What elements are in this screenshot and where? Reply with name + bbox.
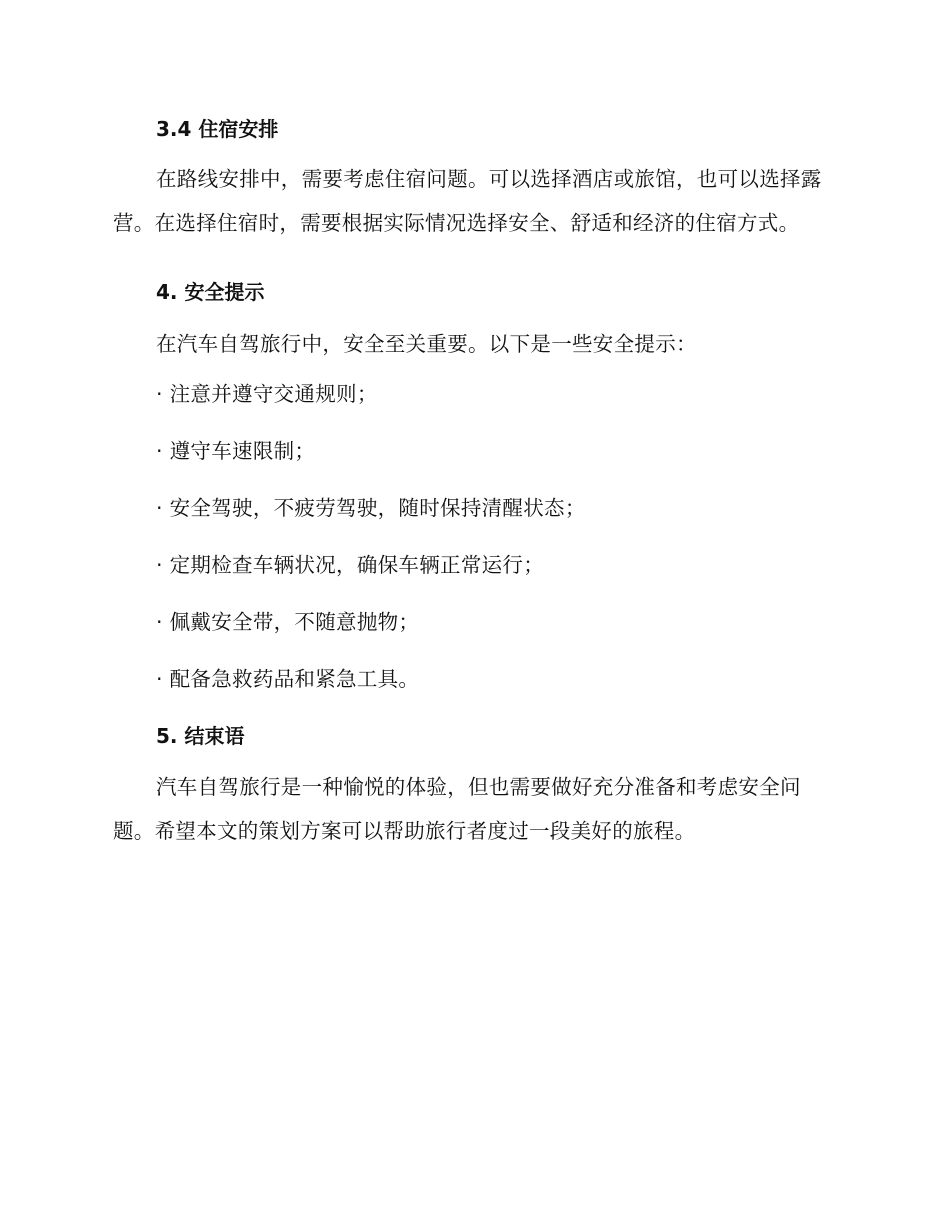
accommodation-paragraph: 在路线安排中，需要考虑住宿问题。可以选择酒店或旅馆，也可以选择露营。在选择住宿时，需要根据实际情况选择安全、舒适和经济的住宿方式。 [113, 167, 822, 235]
list-item: · 定期检查车辆状况，确保车辆正常运行； [156, 553, 545, 577]
list-item: · 注意并遵守交通规则； [156, 382, 378, 406]
safety-intro-paragraph: 在汽车自驾旅行中，安全至关重要。以下是一些安全提示： [156, 332, 697, 356]
conclusion-paragraph: 汽车自驾旅行是一种愉悦的体验，但也需要做好充分准备和考虑安全问题。希望本文的策划方案可以帮助旅行者度过一段美好的旅程。 [113, 775, 801, 843]
list-item: · 配备急救药品和紧急工具。 [156, 667, 420, 691]
section-safety-tips [113, 277, 832, 694]
list-item: · 遵守车速限制； [156, 439, 316, 463]
section-accommodation [113, 114, 832, 245]
section-heading-conclusion: 5. 结束语 [156, 724, 245, 748]
list-item: · 安全驾驶，不疲劳驾驶，随时保持清醒状态； [156, 496, 586, 520]
safety-tips-list [113, 379, 832, 694]
section-heading-safety-tips: 4. 安全提示 [156, 280, 265, 304]
list-item: · 佩戴安全带，不随意抛物； [156, 610, 420, 634]
section-conclusion [113, 721, 832, 853]
section-heading-accommodation: 3.4 住宿安排 [156, 117, 279, 141]
